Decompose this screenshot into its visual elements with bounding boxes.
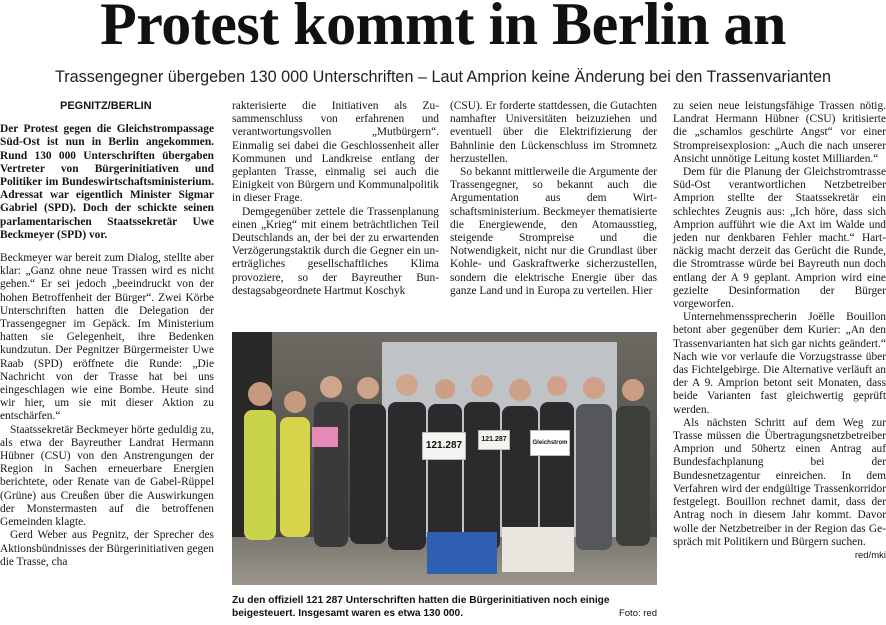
article-column-3: [450, 100, 657, 298]
photo-credit: Foto: red: [618, 608, 657, 619]
body-paragraph: Beckmeyer war bereit zum Dialog, stellte aber klar: „Ganz ohne neue Trassen wird es nicht gehen.“ Er sei jedoch „beeindruckt von der hohen Betroffenheit der Bürger“. Zwei Körbe Unterschriften hatten die Delegation der Trassengegner im Gepäck. Im Ministerium hatten sie Gelegenheit, ihre Bedenken kundzutun. Der Pegnitzer Bürgermeister Uwe Raab (SPD) eröffnete die Runde: „Die Nachricht von der Trasse hat bei uns eingeschlagen wie eine Bombe. Heute sind wir hier, um sie mit dieser Aktion zu entschärfen.“: [0, 252, 214, 423]
signature-box-blue: [427, 532, 497, 574]
article-column-1: [0, 100, 214, 569]
body-paragraph: Als nächsten Schritt auf dem Weg zur Trasse müssen die Übertragungsnetzbetreiber Amprion und 50hertz einen Antrag auf Bundesfachplanung bei der Bundesnetzagentur einreichen. In dem Verfahren wird der endgültige Trassenkorridor festgelegt. Bouillon rechnet damit, dass der Antrag noch in diesem Jahr kommt. Davor wolle der Netzbetreiber in der Region das Gespräch mit Politikern und Bürgern suchen.: [673, 416, 886, 548]
signature-count-sign: 121.287: [422, 432, 466, 460]
body-paragraph: zu seien neue leistungsfähige Trassen nötig. Landrat Hermann Hübner (CSU) kritisierte die „schamlos geschürte Angst“ vor einer Strompreisexplosion: „Auch die nach unserer Ansicht unnötige Leitung kostet Milliarden.“: [673, 100, 886, 165]
body-paragraph: (CSU). Er forderte stattdessen, die Gutachten namhafter Universitäten beizuziehen und eventuell über die Elektrifizierung der Bahnlinie den Lückenschluss im Stromnetz herzustellen.: [450, 100, 657, 165]
body-paragraph: Dem für die Planung der Gleichstromtrasse Süd-Ost verantwortlichen Netzbetreiber Amprion stellte der Staatssekretär ein schlechtes Zeugnis aus: „Ich höre, dass sich Amprion aufführt wie die Axt im Walde und jeden nur denkbaren Fehler macht.“ Hartnäckig macht derzeit das Gerücht die Runde, die Stromtrasse würde bei Bayreuth nun doch entlang der A 9 geplant. Amprion wird eine gezielte Desinformation der Bürger vorgeworfen.: [673, 166, 886, 311]
headline: Protest kommt in Berlin an: [100, 0, 786, 57]
dateline: PEGNITZ/BERLIN: [60, 100, 152, 112]
group-photo: [232, 332, 657, 585]
body-paragraph: Gerd Weber aus Pegnitz, der Sprecher des Aktionsbündnisses der Bürgerinitiativen gegen die Trasse, cha: [0, 529, 214, 568]
body-paragraph: So bekannt mittlerweile die Argumente der Trassengegner, so bekannt auch die Argumentation aus dem Wirtschaftsministerium. Beckmeyer thematisierte die Energiewende, den Atomausstieg, steigende Strompreise und die Notwendigkeit, nicht nur die Grundlast über Kohle- und Gaskraftwerke sicherzustellen, sondern die elektrische Energie über das ganze Land und in Europa zu verteilen. Hier: [450, 166, 657, 297]
lead-paragraph: Der Protest gegen die Gleichstrompassage Süd-Ost ist nun in Berlin angekommen. Rund 130 000 Unterschriften übergaben Vertreter von Bürgerinitiativen und Politiker im Bundeswirtschaftsministerium. Adressat war eigentlich Minister Sigmar Gabriel (SPD). Doch der schickte seinen parlamentarischen Staatssekretär Uwe Beckmeyer (SPD) vor.: [0, 123, 214, 241]
body-paragraph: Staatssekretär Beckmeyer hörte geduldig zu, als etwa der Bayreuther Landrat Hermann Hübner (CSU) von den Anstrengungen der Region in Sachen erneuerbare Energien berichtete, oder Renate van de Gabel-Rüppel (Grüne) aus Creußen über die Auswirkungen der Monstermasten auf die betroffenen Gemeinden klagte.: [0, 423, 214, 529]
body-paragraph: rakterisierte die Initiativen als Zusammenschluss von erfahrenen und verantwortungsvollen „Mutbürgern“. Einmalig sei dabei die Geschlossenheit aller Kommunen und Landkreise entlang der geplanten Trasse, einmalig sei auch die Einigkeit von Bürgern und Kommunalpolitik in dieser Frage.: [232, 100, 439, 205]
caption-text: Zu den offiziell 121 287 Unterschriften hatten die Bürgerinitiativen noch einige beigesteuert. Insgesamt waren es etwa 130 000.: [232, 595, 610, 619]
signature-box-white: [502, 527, 574, 572]
article-column-2: [232, 100, 439, 298]
subheadline: Trassengegner übergeben 130 000 Unterschriften – Laut Amprion keine Änderung bei den Trassenvarianten: [54, 68, 831, 86]
body-paragraph: Demgegenüber zettele die Trassenplanung einen „Krieg“ mit einem beträchtlichen Teil Deutschlands an, der bei der zu erwartenden Verzögerungstaktik durch die Gegner ein unerträgliches gesellschaftliches Klima provoziere, so der Bayreuther Bundestagsabgeordnete Hartmut Koschyk: [232, 205, 439, 297]
body-paragraph: Unternehmenssprecherin Joëlle Bouillon betont aber gegenüber dem Kurier: „An den Trassenvarianten hat sich gar nichts geändert.“ Nach wie vor verlaufe die Vorzugstrasse über das Fichtelgebirge. Die Alternative verläuft an der A 9. Amprion betont seit Monaten, dass beide Varianten fast gleichwertig geprüft werden.: [673, 311, 886, 416]
signature-sign-small: Gleichstrom: [530, 430, 570, 456]
signature-sign-small: 121.287: [478, 430, 510, 450]
article-column-4: [673, 100, 886, 562]
photo-caption: [232, 594, 657, 620]
author-signature: red/mki: [854, 549, 886, 561]
